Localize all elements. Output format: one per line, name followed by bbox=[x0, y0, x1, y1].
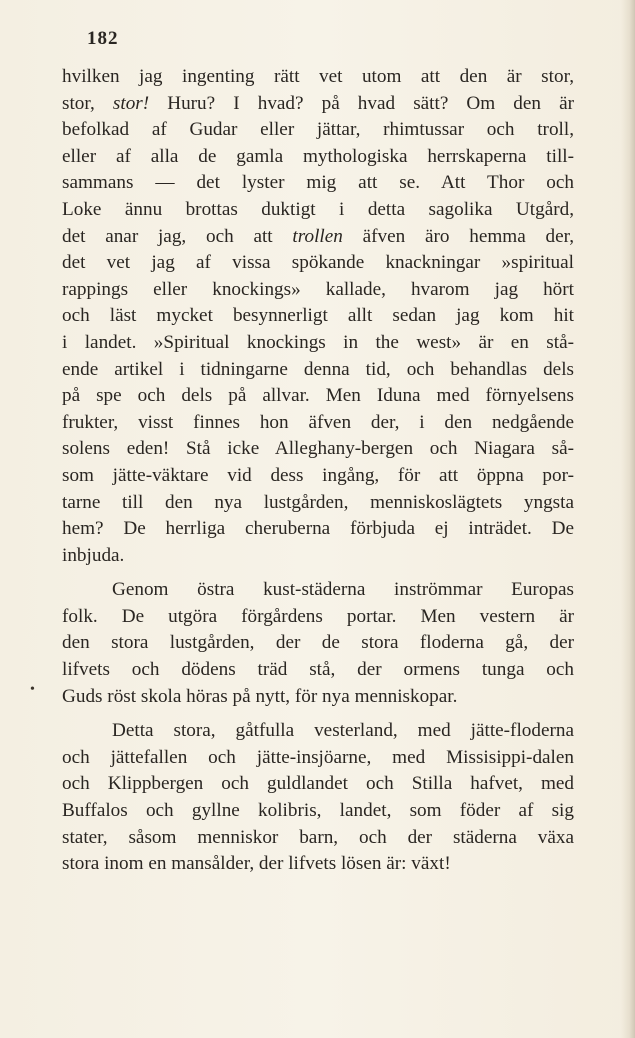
paragraph bbox=[62, 64, 574, 569]
text-line: Genom östra kust-städerna inströmmar Europas bbox=[112, 579, 574, 601]
paragraph bbox=[62, 577, 574, 710]
margin-mark: • bbox=[30, 682, 35, 697]
text-line: befolkad af Gudar eller jättar, rhimtussar och troll, bbox=[62, 119, 574, 141]
text-line: och läst mycket besynnerligt allt sedan jag kom hit bbox=[62, 305, 574, 327]
text-line: den stora lustgården, der de stora floderna gå, der bbox=[62, 632, 574, 654]
text-line: frukter, visst finnes hon äfven der, i den nedgående bbox=[62, 411, 574, 433]
text-line: stor, stor! Huru? I hvad? på hvad sätt? Om den är bbox=[62, 92, 574, 114]
text-line: rappings eller knockings» kallade, hvarom jag hört bbox=[62, 278, 574, 300]
text-line: på spe och dels på allvar. Men Iduna med förnyelsens bbox=[62, 385, 574, 407]
page-number: 182 bbox=[87, 28, 119, 49]
text-line: och Klippbergen och guldlandet och Stilla hafvet, med bbox=[62, 773, 574, 795]
text-line: lifvets och dödens träd stå, der ormens tunga och bbox=[62, 659, 574, 681]
paragraph-gap bbox=[62, 569, 574, 577]
text-line: ende artikel i tidningarne denna tid, och behandlas dels bbox=[62, 358, 574, 380]
text-line: tarne till den nya lustgården, menniskoslägtets yngsta bbox=[62, 491, 574, 513]
text-line: sammans — det lyster mig att se. Att Thor och bbox=[62, 172, 574, 194]
text-line: stora inom en mansålder, der lifvets lösen är: växt! bbox=[62, 853, 451, 875]
text-line: eller af alla de gamla mythologiska herrskaperna till- bbox=[62, 145, 574, 167]
text-line: det anar jag, och att trollen äfven äro hemma der, bbox=[62, 225, 574, 247]
text-line: solens eden! Stå icke Alleghany-bergen och Niagara så- bbox=[62, 438, 574, 460]
text-line: Loke ännu brottas duktigt i detta sagolika Utgård, bbox=[62, 198, 574, 220]
text-line: folk. De utgöra förgårdens portar. Men vestern är bbox=[62, 605, 574, 627]
text-line: hvilken jag ingenting rätt vet utom att den är stor, bbox=[62, 66, 574, 87]
text-line: inbjuda. bbox=[62, 544, 125, 566]
paragraph-gap bbox=[62, 710, 574, 718]
text-line: stater, såsom menniskor barn, och der städerna växa bbox=[62, 826, 574, 848]
text-line: och jättefallen och jätte-insjöarne, med Missisippi-dalen bbox=[62, 746, 574, 768]
paragraph bbox=[62, 718, 574, 878]
text-line: det vet jag af vissa spökande knackningar »spiritual bbox=[62, 252, 574, 274]
text-line: som jätte-väktare vid dess ingång, för att öppna por- bbox=[62, 464, 574, 486]
text-line: Guds röst skola höras på nytt, för nya menniskopar. bbox=[62, 685, 458, 707]
body-text bbox=[62, 64, 574, 878]
page-edge-shadow bbox=[621, 0, 635, 1038]
text-line: hem? De herrliga cheruberna förbjuda ej inträdet. De bbox=[62, 518, 574, 540]
text-line: i landet. »Spiritual knockings in the west» är en stå- bbox=[62, 331, 574, 353]
text-line: Buffalos och gyllne kolibris, landet, som föder af sig bbox=[62, 800, 574, 822]
text-line: Detta stora, gåtfulla vesterland, med jätte-floderna bbox=[112, 720, 574, 742]
